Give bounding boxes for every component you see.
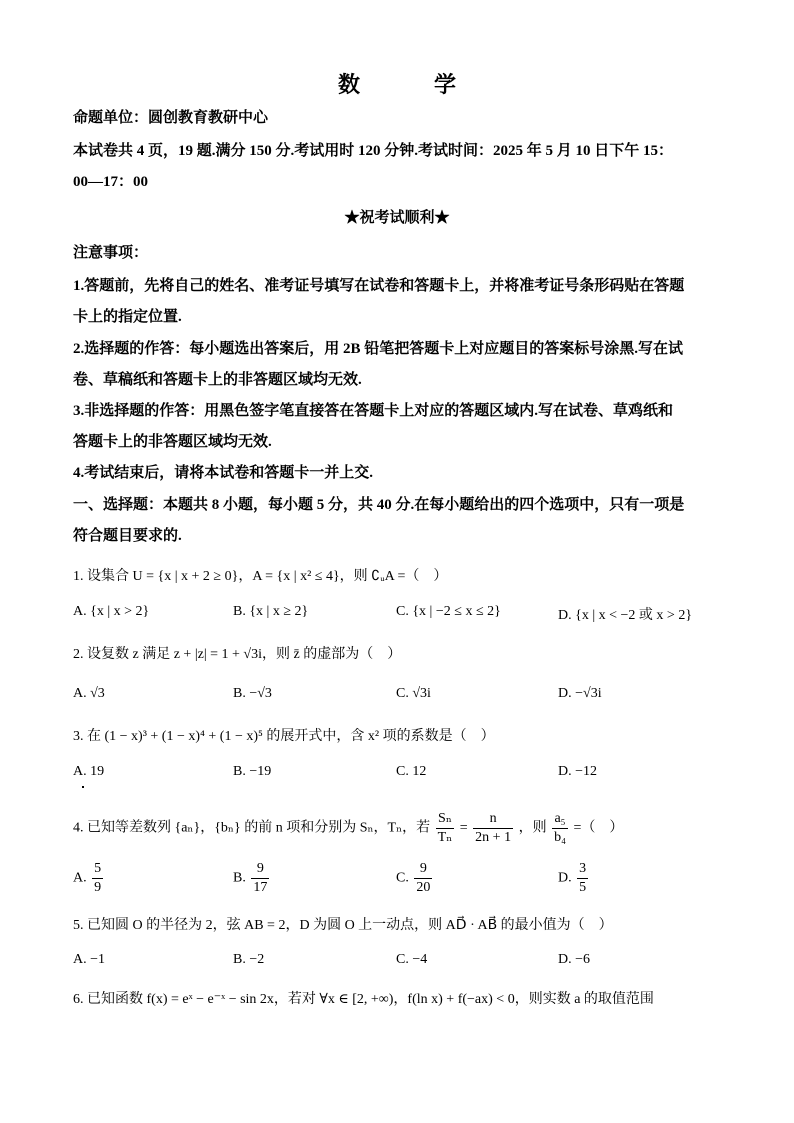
exam-info-line-2: 00—17：00 — [73, 174, 149, 190]
page-title — [0, 68, 794, 99]
question-3-option-d: D. −12 — [558, 764, 598, 779]
note-2-line-2: 卷、草稿纸和答题卡上的非答题区域均无效. — [73, 372, 362, 388]
question-3-stem: 3. 在 (1 − x)³ + (1 − x)⁴ + (1 − x)⁵ 的展开式中，含 x² 项的系数是（ ） — [73, 729, 495, 744]
fraction-numerator: 5 — [92, 860, 103, 879]
fraction-denominator: b₄ — [554, 830, 566, 845]
option-label: C. — [396, 870, 409, 886]
option-label: B. — [233, 870, 246, 886]
question-2-option-c: C. √3i — [396, 686, 431, 701]
title-char-2: 学 — [434, 72, 457, 97]
question-4-stem-part-a: 4. 已知等差数列 {aₙ}，{bₙ} 的前 n 项和分别为 Sₙ，Tₙ，若 — [73, 820, 431, 836]
fraction-denominator: 20 — [416, 880, 431, 895]
question-4-stem-part-b: ，则 — [518, 820, 547, 836]
section-1-heading-line-1: 一、选择题：本题共 8 小题，每小题 5 分，共 40 分.在每小题给出的四个选项中，只有一项是 — [73, 497, 685, 513]
question-5-option-d: D. −6 — [558, 952, 591, 967]
question-3-option-a: A. 19 — [73, 764, 105, 779]
question-1-option-d: D. {x | x < −2 或 x > 2} — [558, 608, 693, 623]
question-4-option-a — [73, 860, 105, 897]
fraction-numerator: a₅ — [552, 810, 568, 829]
question-2-option-d: D. −√3i — [558, 686, 602, 701]
question-2-stem: 2. 设复数 z 满足 z + |z| = 1 + √3i，则 z̄ 的虚部为（ ） — [73, 647, 402, 662]
fraction-denominator: 17 — [253, 880, 268, 895]
option-label: A. — [73, 870, 87, 886]
note-1-line-1: 1.答题前，先将自己的姓名、准考证号填写在试卷和答题卡上，并将准考证号条形码贴在答题 — [73, 278, 685, 294]
fraction-numerator: Sₙ — [436, 810, 455, 829]
option-fraction — [414, 860, 432, 897]
question-6-stem: 6. 已知函数 f(x) = eˣ − e⁻ˣ − sin 2x，若对 ∀x ∈ [2, +∞)，f(ln x) + f(−ax) < 0，则实数 a 的取值范围 — [73, 992, 654, 1007]
question-5-option-b: B. −2 — [233, 952, 265, 967]
question-4-equals: = — [459, 820, 468, 836]
fraction-numerator: 9 — [251, 860, 269, 879]
note-3-line-1: 3.非选择题的作答：用黑色签字笔直接答在答题卡上对应的答题区域内.写在试卷、草鸡纸和 — [73, 403, 674, 419]
question-4-stem — [73, 810, 623, 847]
notes-heading: 注意事项： — [73, 245, 149, 261]
question-4-fraction-a5-over-b4 — [552, 810, 568, 847]
question-2-option-a: A. √3 — [73, 686, 105, 701]
option-fraction — [251, 860, 269, 897]
question-1-option-c: C. {x | −2 ≤ x ≤ 2} — [396, 604, 501, 619]
question-2-option-b: B. −√3 — [233, 686, 272, 701]
note-4: 4.考试结束后，请将本试卷和答题卡一并上交. — [73, 465, 374, 481]
section-1-heading-line-2: 符合题目要求的. — [73, 528, 182, 544]
option-fraction — [577, 860, 588, 897]
question-4-fraction-n-over-2n1 — [473, 810, 513, 847]
note-2-line-1: 2.选择题的作答：每小题选出答案后，用 2B 铅笔把答题卡上对应题目的答案标号涂黑.写在试 — [73, 341, 684, 357]
stray-dot — [82, 786, 84, 788]
question-5-stem: 5. 已知圆 O 的半径为 2，弦 AB = 2，D 为圆 O 上一动点，则 AD⃗ · AB⃗ 的最小值为（ ） — [73, 918, 613, 933]
good-luck-banner: ★祝考试顺利★ — [344, 210, 450, 226]
question-1-stem: 1. 设集合 U = {x | x + 2 ≥ 0}，A = {x | x² ≤ 4}，则 ∁ᵤA =（ ） — [73, 569, 448, 584]
option-fraction — [92, 860, 103, 897]
question-3-option-c: C. 12 — [396, 764, 427, 779]
fraction-numerator: 9 — [414, 860, 432, 879]
title-char-1: 数 — [337, 72, 360, 97]
question-3-option-b: B. −19 — [233, 764, 272, 779]
fraction-numerator: 3 — [577, 860, 588, 879]
question-4-option-c — [396, 860, 434, 897]
exam-unit: 命题单位：圆创教育教研中心 — [73, 110, 269, 126]
note-3-line-2: 答题卡上的非答题区域均无效. — [73, 434, 272, 450]
question-4-option-b — [233, 860, 271, 897]
fraction-denominator: 9 — [94, 880, 102, 895]
fraction-denominator: 2n + 1 — [475, 830, 512, 845]
exam-info-line-1: 本试卷共 4 页，19 题.满分 150 分.考试用时 120 分钟.考试时间：2025 年 5 月 10 日下午 15： — [73, 143, 674, 159]
question-5-option-a: A. −1 — [73, 952, 106, 967]
question-4-option-d — [558, 860, 590, 897]
option-label: D. — [558, 870, 572, 886]
question-4-stem-part-c: =（ ） — [573, 820, 624, 836]
fraction-numerator: n — [473, 810, 513, 829]
note-1-line-2: 卡上的指定位置. — [73, 309, 182, 325]
fraction-denominator: 5 — [579, 880, 587, 895]
question-1-option-a: A. {x | x > 2} — [73, 604, 150, 619]
question-1-option-b: B. {x | x ≥ 2} — [233, 604, 309, 619]
question-5-option-c: C. −4 — [396, 952, 428, 967]
fraction-denominator: Tₙ — [437, 830, 453, 845]
question-4-fraction-s-over-t — [436, 810, 455, 847]
